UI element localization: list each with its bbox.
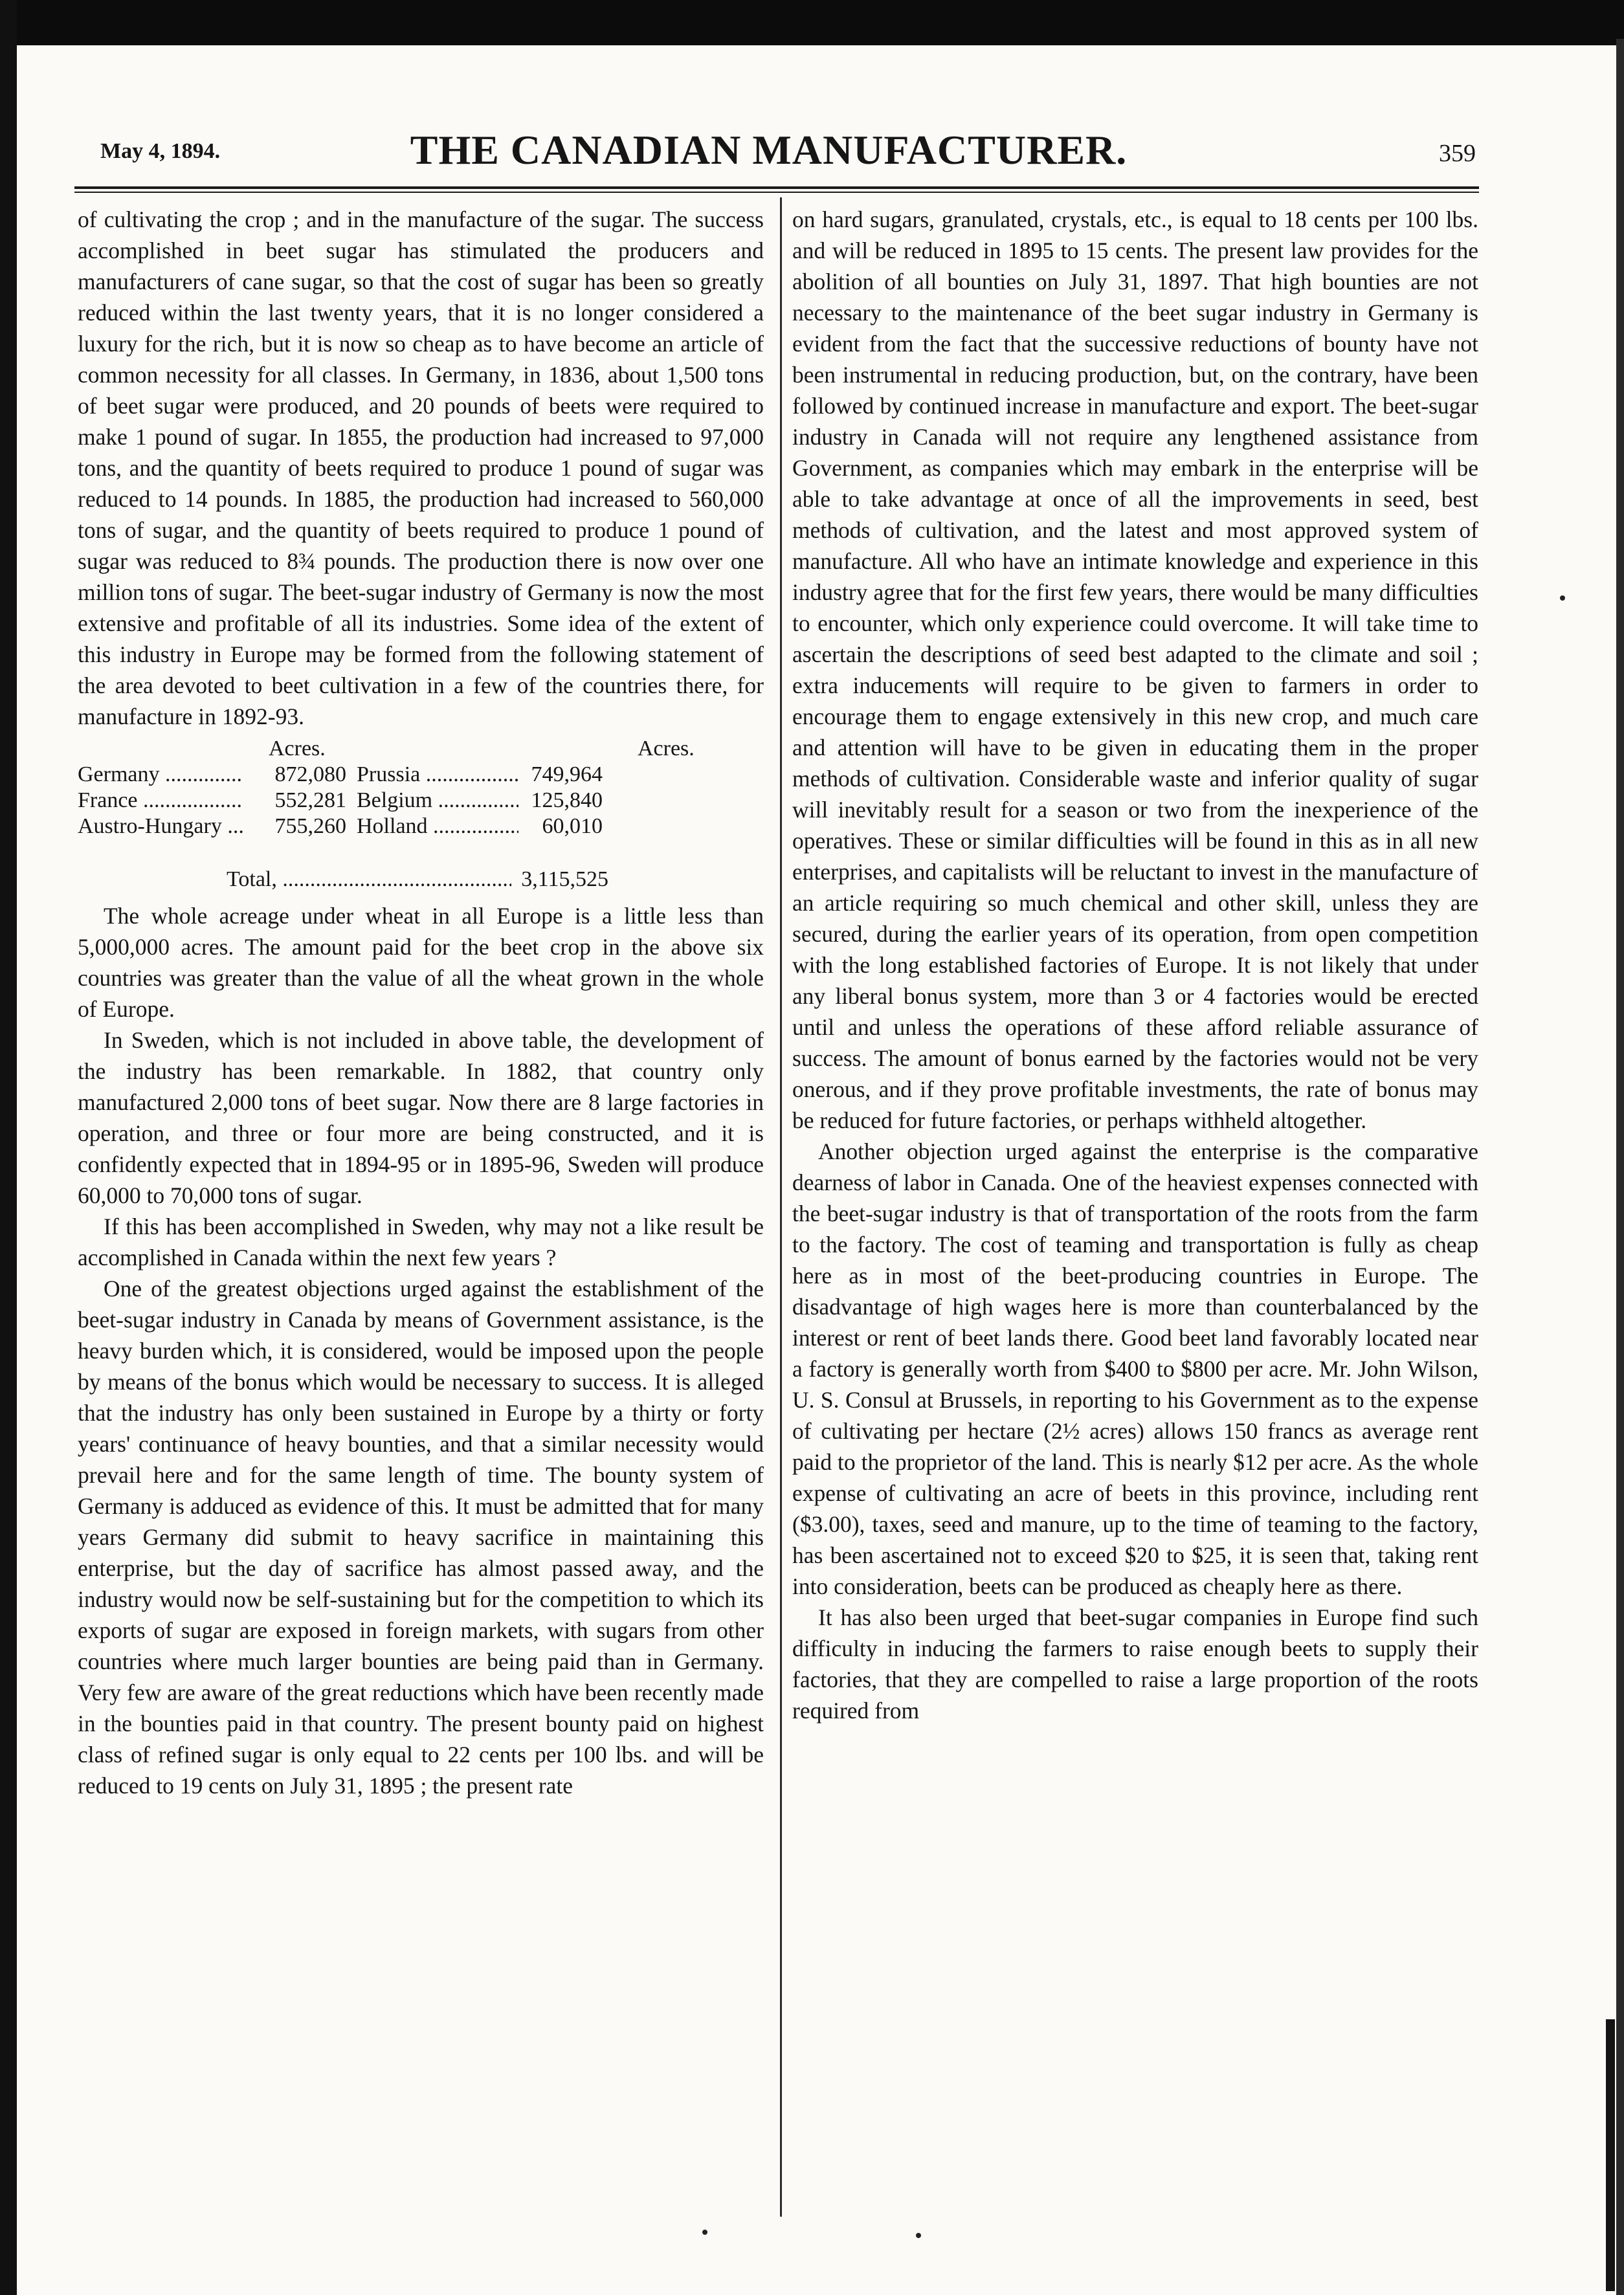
beet-acreage-table xyxy=(78,736,764,894)
paragraph-beet-history: of cultivating the crop ; and in the manufacture of the sugar. The success accomplished in beet sugar has stimulated the producers and manufacturers of cane sugar, so that the cost of sugar has been so greatly reduced within the last twenty years, that it is no longer considered a luxury for the rich, but it is now so cheap as to have become an article of common necessity for all classes. In Germany, in 1836, about 1,500 tons of beet sugar were produced, and 20 pounds of beets were required to make 1 pound of sugar. In 1855, the production had increased to 97,000 tons, and the quantity of beets required to produce 1 pound of sugar was reduced to 14 pounds. In 1885, the production had increased to 560,000 tons of sugar, and the quantity of beets required to produce 1 pound of sugar was reduced to 8¾ pounds. The production there is now over one million tons of sugar. The beet-sugar industry of Germany is now the most extensive and profitable of all its industries. Some idea of the extent of this industry in Europe may be formed from the following statement of the area devoted to beet cultivation in a few of the countries there, for manufacture in 1892-93. xyxy=(78,206,764,729)
table-header-row xyxy=(78,736,764,762)
total-value: 3,115,525 xyxy=(521,867,608,891)
acreage-value: 60,010 xyxy=(542,814,603,838)
publication-title: THE CANADIAN MANUFACTURER. xyxy=(410,127,1128,173)
issue-date: May 4, 1894. xyxy=(100,139,221,163)
print-speck xyxy=(916,2233,921,2238)
country-name: France ..... xyxy=(78,788,243,814)
acreage-value: 872,080 xyxy=(274,762,346,786)
acreage-value: 125,840 xyxy=(531,788,603,812)
column-header-acres-2: Acres. xyxy=(638,737,695,760)
table-row xyxy=(78,788,764,814)
page-header xyxy=(61,126,1476,184)
total-label: Total, ..... xyxy=(227,867,511,894)
acreage-value: 755,260 xyxy=(274,814,346,838)
column-header-acres-1: Acres. xyxy=(269,737,326,760)
table-row xyxy=(78,814,764,839)
print-speck xyxy=(1560,595,1565,601)
paragraph-bounty-objection: One of the greatest objections urged against the establishment of the beet-sugar industry in Canada by means of Government assistance, is the heavy burden which, it is considered, would be imposed upon the people by means of the bonus which would be necessary to success. It is alleged that the industry has only been sustained in Europe by a thirty or forty years' continuance of heavy bounties, and that a similar necessity would prevail here and for the same length of time. The bounty system of Germany is adduced as evidence of this. It must be admitted that for many years Germany did submit to heavy sacrifice in maintaining this enterprise, but the day of sacrifice has almost passed away, and the industry would now be self-sustaining but for the competition to which its exports of sugar are exposed in foreign markets, with sugars from other countries where much larger bounties are being paid than in Germany. Very few are aware of the great reductions which have been recently made in the bounties paid in that country. The present bounty paid on highest class of refined sugar is only equal to 22 cents per 100 lbs. and will be reduced to 19 cents on July 31, 1895 ; the present rate xyxy=(78,1276,764,1799)
acreage-value: 552,281 xyxy=(274,788,346,812)
country-name: Belgium ..... xyxy=(357,788,518,814)
paragraph-bounty-reduction: on hard sugars, granulated, crystals, etc., is equal to 18 cents per 100 lbs. and will be reduced in 1895 to 15 cents. The present law provides for the abolition of all bounties on July 31, 1897. That high bounties are not necessary to the maintenance of the beet sugar industry in Germany is evident from the fact that the successive reductions of bounty have not been instrumental in reducing production, but, on the contrary, have been followed by continued increase in manufacture and export. The beet-sugar industry in Canada will not require any lengthened assistance from Government, as companies which may embark in the enterprise will be able to take advantage at once of all the improvements in seed, best methods of cultivation, and the latest and most approved system of manufacture. All who have an intimate knowledge and experience in this industry agree that for the first few years, there would be many difficulties to encounter, which only experience could overcome. It will take time to ascertain the descriptions of seed best adapted to the climate and soil ; extra inducements will require to be given to farmers in order to encourage them to engage extensively in this new crop, and much care and attention will have to be given in educating them in the proper methods of cultivation. Considerable waste and inferior quality of sugar will inevitably result for a season or two from the inexperience of the operatives. These or similar difficulties will be found in this as in all new enterprises, and capitalists will be reluctant to invest in the manufacture of an article requiring so much chemical and other skill, unless they are secured, during the earlier years of its operation, from open competition with the long established factories of Europe. It is not likely that under any liberal bonus system, more than 3 or 4 factories would be erected until and unless the operations of these afford reliable assurance of success. The amount of bonus earned by the factories would not be very onerous, and if they prove profitable investments, the rate of bonus may be reduced for future factories, or perhaps withheld altogether. xyxy=(792,206,1478,1133)
column-divider xyxy=(780,197,782,2217)
print-speck xyxy=(702,2230,707,2235)
left-column xyxy=(78,204,764,1801)
page-number: 359 xyxy=(1439,140,1476,167)
paragraph-labor-cost: Another objection urged against the enterprise is the comparative dearness of labor in Canada. One of the heaviest expenses connected with the beet-sugar industry is that of transportation of the roots from the farm to the factory. The cost of teaming and transportation is fully as cheap here as in most of the beet-producing countries in Europe. The disadvantage of high wages here is more than counterbalanced by the interest or rent of beet lands there. Good beet land favorably located near a factory is generally worth from $400 to $800 per acre. Mr. John Wilson, U. S. Consul at Brussels, in reporting to his Government as to the expense of cultivating per hectare (2½ acres) allows 150 francs as average rent paid to the proprietor of the land. This is nearly $12 per acre. As the whole expense of cultivating an acre of beets in this province, including rent ($3.00), taxes, seed and manure, up to the time of teaming to the factory, has been ascertained not to exceed $20 to $25, it is seen that, taking rent into consideration, beets can be produced as cheaply here as there. xyxy=(792,1138,1478,1599)
paragraph-wheat-comparison: The whole acreage under wheat in all Europe is a little less than 5,000,000 acres. The amount paid for the beet crop in the above six countries was greater than the value of all the wheat grown in the whole of Europe. xyxy=(78,903,764,1022)
header-rule-thick xyxy=(74,186,1479,189)
paragraph-canada-question: If this has been accomplished in Sweden, why may not a like result be accomplished in Canada within the next few years ? xyxy=(78,1214,764,1270)
acreage-value: 749,964 xyxy=(531,762,603,786)
country-name: Prussia ..... xyxy=(357,762,518,788)
paragraph-sweden: In Sweden, which is not included in above table, the development of the industry has been remarkable. In 1882, that country only manufactured 2,000 tons of beet sugar. Now there are 8 large factories in operation, and three or four more are being constructed, and it is confidently expected that in 1894-95 or in 1895-96, Sweden will produce 60,000 to 70,000 tons of sugar. xyxy=(78,1027,764,1208)
scan-left-border xyxy=(0,0,17,2295)
scan-right-border xyxy=(1616,39,1624,2295)
table-row xyxy=(78,762,764,788)
country-name: Austro-Hungary ..... xyxy=(78,814,243,839)
country-name: Holland ..... xyxy=(357,814,518,839)
table-total-row xyxy=(227,867,608,894)
paragraph-farmer-supply: It has also been urged that beet-sugar companies in Europe find such difficulty in inducing the farmers to raise enough beets to supply their factories, that they are compelled to raise a large proportion of the roots required from xyxy=(792,1604,1478,1724)
scan-top-border xyxy=(0,0,1624,45)
country-name: Germany ..... xyxy=(78,762,243,788)
scan-edge-specks xyxy=(1606,2019,1615,2291)
right-column xyxy=(792,204,1478,1726)
header-rule-thin xyxy=(74,192,1479,193)
